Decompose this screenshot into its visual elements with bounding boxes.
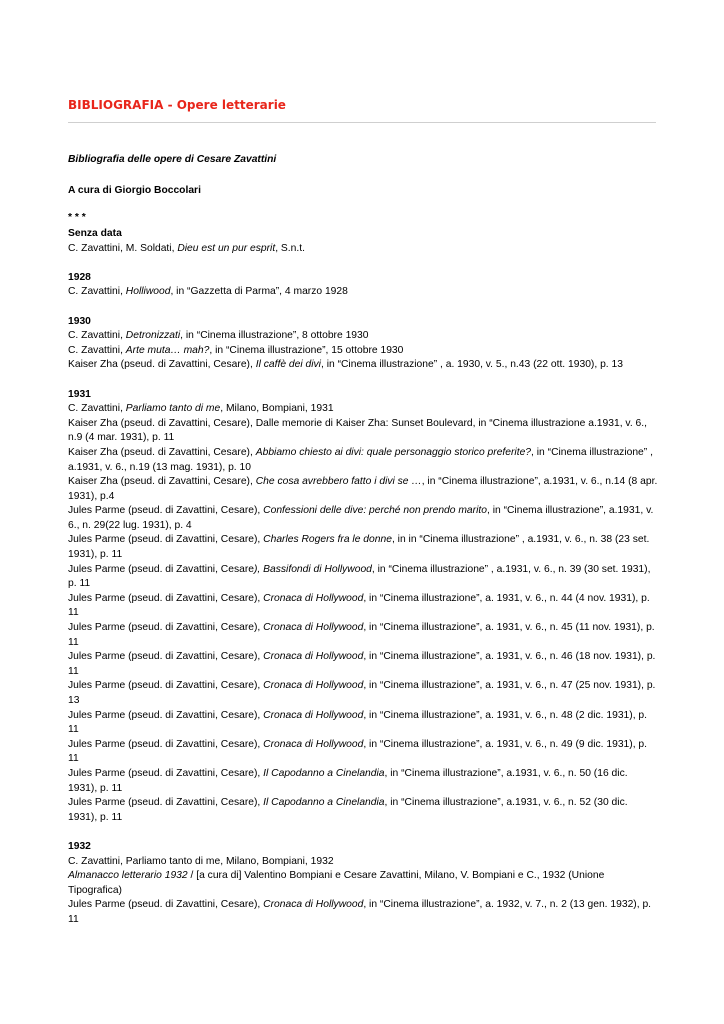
bibliography-entry bbox=[68, 242, 658, 257]
entry-text: Kaiser Zha (pseud. di Zavattini, Cesare), bbox=[68, 359, 256, 371]
year-section bbox=[68, 840, 658, 928]
work-title: Il Capodanno a Cinelandia bbox=[263, 797, 385, 809]
year-heading: 1928 bbox=[68, 271, 91, 283]
entry-text: Jules Parme (pseud. di Zavattini, Cesare), bbox=[68, 709, 264, 721]
year-section bbox=[68, 388, 658, 826]
bibliography-entry bbox=[68, 621, 658, 650]
work-title: Che cosa avrebbero fatto i divi se … bbox=[255, 476, 422, 488]
entry-text: Jules Parme (pseud. di Zavattini, Cesare), bbox=[68, 899, 264, 911]
entry-text: Jules Parme (pseud. di Zavattini, Cesare), bbox=[68, 505, 264, 517]
curator-line: A cura di Giorgio Boccolari bbox=[68, 185, 201, 196]
bibliography-entry bbox=[68, 738, 658, 767]
entry-text: Jules Parme (pseud. di Zavattini, Cesare), bbox=[68, 797, 264, 809]
bibliography-entry bbox=[68, 344, 658, 359]
bibliography-entry bbox=[68, 533, 658, 562]
entry-text: C. Zavattini, bbox=[68, 330, 126, 342]
entry-text: , in “Cinema illustrazione” , a. 1930, v. 5., n.43 (22 ott. 1930), p. 13 bbox=[320, 359, 623, 371]
entry-text: , in “Cinema illustrazione” , a.1931, v. 6., n. 39 (30 set. 1931), p. 11 bbox=[68, 563, 651, 590]
bibliography-entry bbox=[68, 898, 658, 927]
entry-text: , in “Gazzetta di Parma”, 4 marzo 1928 bbox=[170, 286, 348, 298]
entry-text: Jules Parme (pseud. di Zavattini, Cesare), bbox=[68, 534, 264, 546]
entry-text: , in “Cinema illustrazione”, a.1931, v. 6., n.14 (8 apr. 1931), p.4 bbox=[68, 476, 658, 502]
bibliography-entry bbox=[68, 767, 658, 796]
entry-text: Jules Parme (pseud. di Zavattini, Cesare), bbox=[68, 622, 264, 634]
bibliography-entry bbox=[68, 329, 658, 344]
work-title: Abbiamo chiesto ai divi: quale personaggio storico preferite? bbox=[255, 446, 532, 458]
bibliography-entry bbox=[68, 402, 658, 417]
year-section bbox=[68, 227, 658, 256]
entry-text: , in “Cinema illustrazione”, a.1931, v. 6., n. 29(22 lug. 1931), p. 4 bbox=[68, 505, 654, 531]
bibliography-entry bbox=[68, 446, 658, 475]
entry-text: , in “Cinema illustrazione”, a. 1932, v. 7., n. 2 (13 gen. 1932), p. 11 bbox=[68, 899, 652, 925]
work-title: Dieu est un pur esprit bbox=[177, 242, 276, 254]
bibliography-entry bbox=[68, 796, 658, 825]
work-title: Cronaca di Hollywood bbox=[263, 899, 364, 911]
bibliography-subtitle: Bibliografia delle opere di Cesare Zavattini bbox=[68, 154, 277, 165]
entry-text: , in “Cinema illustrazione” , a.1931, v. 6., n.19 (13 mag. 1931), p. 10 bbox=[68, 446, 653, 473]
bibliography-body bbox=[68, 227, 658, 942]
entry-text: Kaiser Zha (pseud. di Zavattini, Cesare), Dalle memorie di Kaiser Zha: Sunset Boulevard, in “Cinema illustrazione a.1931, v. 6., n.9 (4 mar. 1931), p. 11 bbox=[68, 417, 647, 444]
work-title: Detronizzati bbox=[125, 330, 181, 342]
entry-text: / [a cura di] Valentino Bompiani e Cesare Zavattini, Milano, V. Bompiani e C., 1932 (Unione Tipografica) bbox=[68, 870, 605, 896]
year-heading: 1932 bbox=[68, 840, 91, 852]
work-title: Parliamo tanto di me bbox=[125, 403, 221, 415]
bibliography-entry bbox=[68, 679, 658, 708]
entry-text: , in “Cinema illustrazione”, a.1931, v. 6., n. 50 (16 dic. 1931), p. 11 bbox=[68, 767, 628, 794]
bibliography-entry bbox=[68, 855, 658, 870]
entry-text: Jules Parme (pseud. di Zavattini, Cesare), bbox=[68, 680, 264, 692]
bibliography-entry bbox=[68, 504, 658, 533]
entry-text: , in “Cinema illustrazione”, a. 1931, v. 6., n. 45 (11 nov. 1931), p. 11 bbox=[68, 622, 655, 648]
entry-text: , in in “Cinema illustrazione” , a.1931, v. 6., n. 38 (23 set. 1931), p. 11 bbox=[68, 534, 650, 561]
year-heading: 1930 bbox=[68, 315, 91, 327]
bibliography-entry bbox=[68, 563, 658, 592]
entry-text: , in “Cinema illustrazione”, 15 ottobre 1930 bbox=[209, 344, 404, 356]
entry-text: , in “Cinema illustrazione”, a. 1931, v. 6., n. 49 (9 dic. 1931), p. 11 bbox=[68, 738, 648, 765]
entry-text: C. Zavattini, Parliamo tanto di me, Milano, Bompiani, 1932 bbox=[68, 855, 334, 867]
bibliography-entry bbox=[68, 475, 658, 504]
page-title: BIBLIOGRAFIA - Opere letterarie bbox=[68, 98, 286, 112]
entry-text: Jules Parme (pseud. di Zavattini, Cesare bbox=[68, 563, 254, 575]
bibliography-entry bbox=[68, 285, 658, 300]
work-title: Confessioni delle dive: perché non prendo marito bbox=[263, 505, 487, 517]
entry-text: , S.n.t. bbox=[275, 242, 305, 254]
entry-text: Jules Parme (pseud. di Zavattini, Cesare), bbox=[68, 651, 264, 663]
work-title: Cronaca di Hollywood bbox=[263, 738, 364, 750]
entry-text: Kaiser Zha (pseud. di Zavattini, Cesare), bbox=[68, 476, 256, 488]
bibliography-entry bbox=[68, 869, 658, 898]
entry-text: Jules Parme (pseud. di Zavattini, Cesare), bbox=[68, 738, 264, 750]
entry-text: Kaiser Zha (pseud. di Zavattini, Cesare), bbox=[68, 446, 256, 458]
entry-text: , Milano, Bompiani, 1931 bbox=[220, 403, 334, 415]
bibliography-entry bbox=[68, 417, 658, 446]
work-title: Cronaca di Hollywood bbox=[263, 680, 364, 692]
work-title: Cronaca di Hollywood bbox=[263, 709, 364, 721]
entry-text: C. Zavattini, bbox=[68, 286, 126, 298]
bibliography-entry bbox=[68, 592, 658, 621]
work-title: Il Capodanno a Cinelandia bbox=[263, 767, 385, 779]
entry-text: , in “Cinema illustrazione”, a. 1931, v. 6., n. 46 (18 nov. 1931), p. 11 bbox=[68, 651, 656, 677]
entry-text: C. Zavattini, bbox=[68, 403, 126, 415]
work-title: ), Bassifondi di Hollywood bbox=[254, 563, 372, 575]
entry-text: , in “Cinema illustrazione”, a. 1931, v. 6., n. 47 (25 nov. 1931), p. 13 bbox=[68, 680, 656, 706]
entry-text: C. Zavattini, M. Soldati, bbox=[68, 242, 178, 254]
work-title: Il caffè dei divi bbox=[255, 359, 321, 371]
year-section bbox=[68, 271, 658, 300]
year-heading: 1931 bbox=[68, 388, 91, 400]
work-title: Cronaca di Hollywood bbox=[263, 651, 364, 663]
title-divider bbox=[68, 122, 656, 123]
work-title: Cronaca di Hollywood bbox=[263, 592, 364, 604]
section-separator-stars: * * * bbox=[68, 212, 86, 223]
entry-text: , in “Cinema illustrazione”, a. 1931, v. 6., n. 48 (2 dic. 1931), p. 11 bbox=[68, 709, 648, 736]
entry-text: , in “Cinema illustrazione”, 8 ottobre 1930 bbox=[180, 330, 369, 342]
entry-text: Jules Parme (pseud. di Zavattini, Cesare), bbox=[68, 767, 264, 779]
entry-text: C. Zavattini, bbox=[68, 344, 126, 356]
work-title: Charles Rogers fra le donne bbox=[263, 534, 392, 546]
work-title: Holliwood bbox=[125, 286, 171, 298]
bibliography-entry bbox=[68, 709, 658, 738]
year-section bbox=[68, 315, 658, 373]
bibliography-entry bbox=[68, 358, 658, 373]
entry-text: , in “Cinema illustrazione”, a.1931, v. 6., n. 52 (30 dic. 1931), p. 11 bbox=[68, 797, 628, 823]
bibliography-entry bbox=[68, 650, 658, 679]
work-title: Cronaca di Hollywood bbox=[263, 622, 364, 634]
year-heading: Senza data bbox=[68, 228, 122, 239]
work-title: Almanacco letterario 1932 bbox=[68, 870, 188, 882]
entry-text: , in “Cinema illustrazione”, a. 1931, v. 6., n. 44 (4 nov. 1931), p. 11 bbox=[68, 592, 650, 619]
entry-text: Jules Parme (pseud. di Zavattini, Cesare), bbox=[68, 592, 264, 604]
work-title: Arte muta… mah? bbox=[125, 344, 210, 356]
